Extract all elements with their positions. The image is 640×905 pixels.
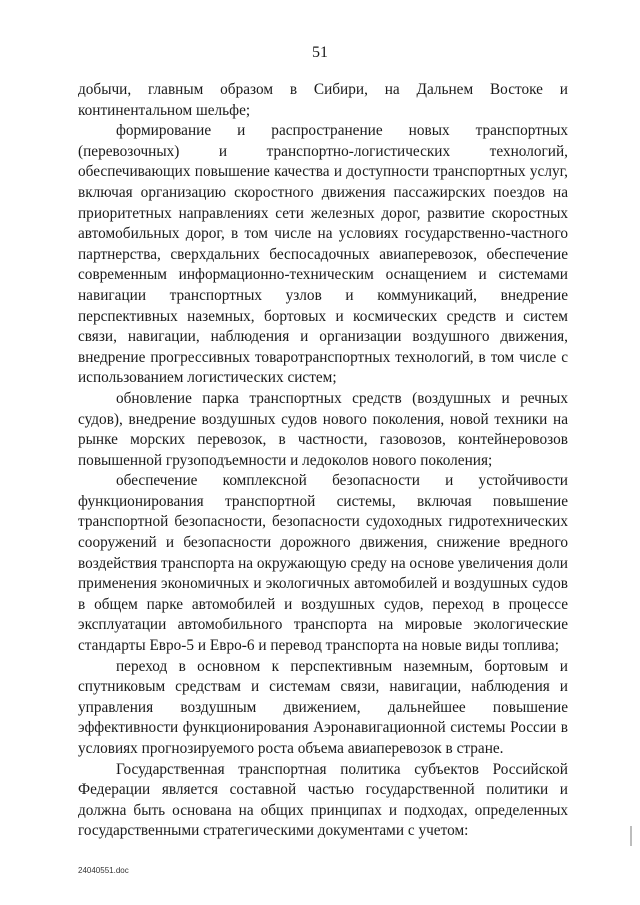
page-number: 51 <box>312 44 328 61</box>
footer-filename: 24040551.doc <box>78 866 129 875</box>
paragraph-4: обеспечение комплексной безопасности и устойчивости функционирования транспортной системы, включая повышение транспортной безопасности, безопасности судоходных гидротехнических сооружений и безопасности дорожного движения, снижение вредного воздействия транспорта на окружающую среду на основе увеличения доли применения экономичных и экологичных автомобилей и воздушных судов в общем парке автомобилей и воздушных судов, переход в процессе эксплуатации автомобильного транспорта на мировые экологические стандарты Евро-5 и Евро-6 и перевод транспорта на новые виды топлива; <box>78 472 568 655</box>
scan-edge-mark <box>630 826 632 846</box>
paragraph-2: формирование и распространение новых транспортных (перевозочных) и транспортно-логистических технологий, обеспечивающих повышение качества и доступности транспортных услуг, включая организацию скоростного движения пассажирских поездов на приоритетных направлениях сети железных дорог, развитие скоростных автомобильных дорог, в том числе на условиях государственно-частного партнерства, сверхдальних беспосадочных авиаперевозок, обеспечение современным информационно-техническим оснащением и системами навигации транспортных узлов и коммуникаций, внедрение перспективных наземных, бортовых и космических средств и систем связи, навигации, наблюдения и организации воздушного движения, внедрение прогрессивных товаротранспортных технологий, в том числе с использованием логистических систем; <box>78 122 568 387</box>
paragraph-6: Государственная транспортная политика субъектов Российской Федерации является составной частью государственной политики и должна быть основана на общих принципах и подходах, определенных государственными стратегическими документами с учетом: <box>78 760 568 840</box>
document-body <box>78 80 568 842</box>
paragraph-1: добычи, главным образом в Сибири, на Дальнем Востоке и континентальном шельфе; <box>78 81 568 119</box>
paragraph-5: переход в основном к перспективным наземным, бортовым и спутниковым средствам и системам связи, навигации, наблюдения и управления воздушным движением, дальнейшее повышение эффективности функционирования Аэронавигационной системы России в условиях прогнозируемого роста объема авиаперевозок в стране. <box>78 657 568 757</box>
paragraph-3: обновление парка транспортных средств (воздушных и речных судов), внедрение воздушных судов нового поколения, новой техники на рынке морских перевозок, в частности, газовозов, контейнеровозов повышенной грузоподъемности и ледоколов нового поколения; <box>78 389 568 469</box>
